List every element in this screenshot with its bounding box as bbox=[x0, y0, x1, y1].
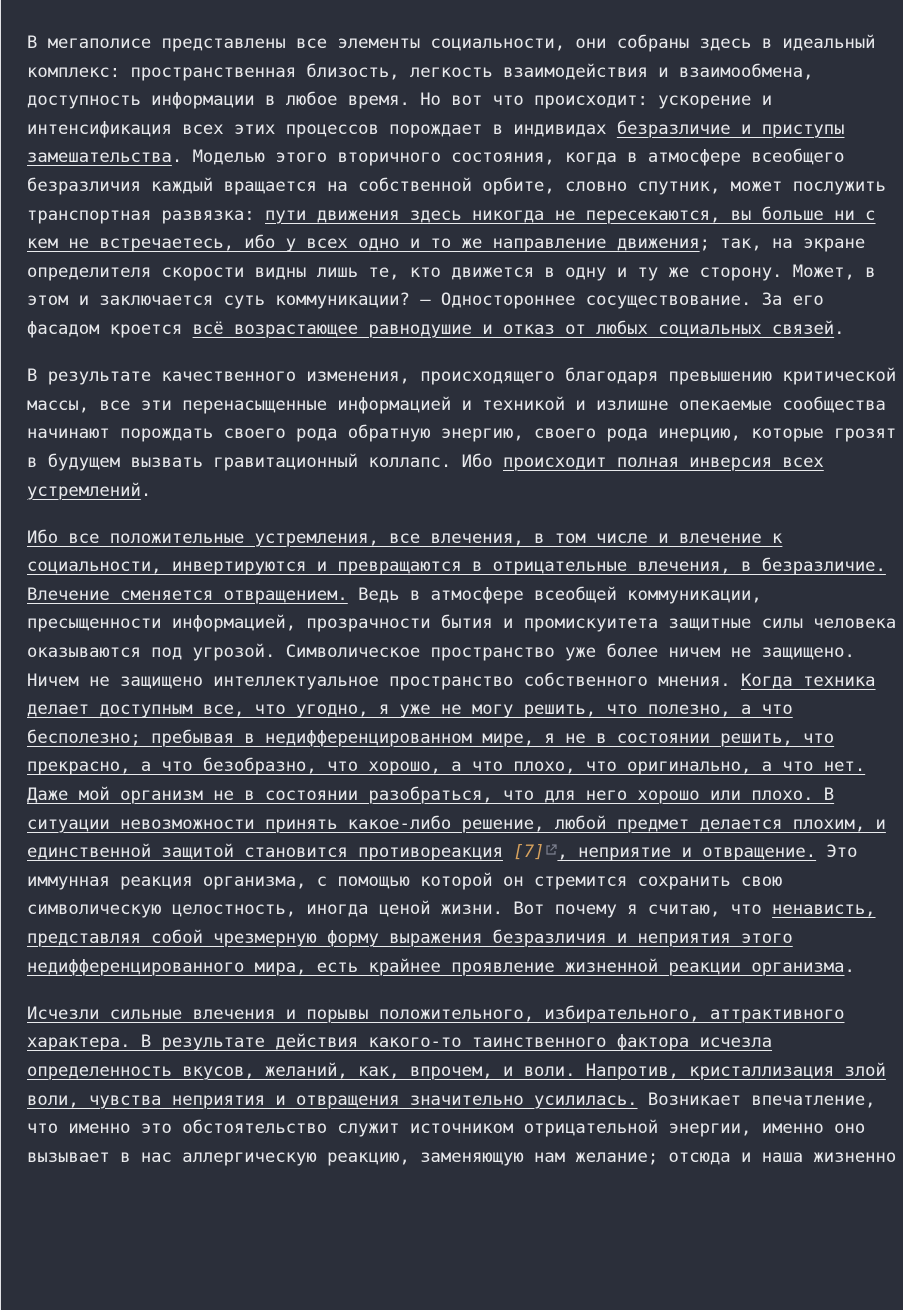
underlined-text: , неприятие и отвращение. bbox=[557, 842, 817, 863]
body-text: В мегаполисе представлены все элементы социальности, они собраны здесь в идеальный комплекс: пространственная близость, легкость взаимодействия и взаимообмена, доступность информации в любое время. Но вот что происходит: ускорение и интенсификация всех этих процессов порождает в индивидах bbox=[27, 33, 876, 139]
cut-off-text-line bbox=[27, 0, 903, 4]
body-text: . bbox=[834, 318, 845, 339]
body-text: Это иммунная реакция организма, с помощью которой он стремится сохранить свою символическую целостность, иногда ценой жизни. Вот почему я считаю, что bbox=[27, 842, 858, 920]
body-text: ; так, на экране определителя скорости видны лишь те, кто движется в одну и ту же сторону. Может, в этом и заключается суть коммуникации? — Одностороннее сосуществование. За его фасадом кроется bbox=[27, 233, 876, 339]
underlined-text: происходит полная инверсия всех устремлений bbox=[27, 451, 824, 501]
underlined-text: безразличие и приступы замешательства bbox=[27, 118, 845, 168]
footnote-link[interactable] bbox=[513, 842, 557, 862]
underlined-text: всё возрастающее равнодушие и отказ от любых социальных связей bbox=[192, 318, 835, 339]
body-text: Ведь в атмосфере всеобщей коммуникации, пресыщенности информацией, прозрачности бытия и промискуитета защитные силы человека оказываются под угрозой. Символическое пространство уже более ничем не защищено. Ничем не защищено интеллектуальное пространство собственного мнения. bbox=[27, 584, 897, 691]
external-link-icon bbox=[545, 844, 557, 856]
article-body bbox=[27, 29, 899, 1190]
body-text: . bbox=[140, 480, 152, 501]
underlined-text: ненависть, представляя собой чрезмерную форму выражения безразличия и неприятия этого недифференцированного мира, есть крайнее проявление жизненной реакции организма bbox=[27, 899, 876, 977]
footnote-label: [7] bbox=[513, 842, 545, 863]
underlined-text: Когда техника делает доступным все, что угодно, я уже не могу решить, что полезно, а что бесполезно; пребывая в недифференцированном мире, я не в состоянии решить, что прекрасно, а что безобразно, что хорошо, а что плохо, что оригинально, а что нет. Даже мой организм не в состоянии разобраться, что для него хорошо или плохо. В ситуации невозможности принять какое-либо решение, любой предмет делается плохим, и единственной защитой становится противореакция bbox=[27, 670, 886, 863]
underlined-text: Исчезли сильные влечения и порывы положительного, избирательного, аттрактивного характера. В результате действия какого-то таинственного фактора исчезла определенность вкусов, желаний, как, впрочем, и воли. Напротив, кристаллизация злой воли, чувства неприятия и отвращения значительно усилилась. bbox=[27, 1003, 886, 1110]
body-text: Возникает впечатление, что именно это обстоятельство служит источником отрицательной энергии, именно оно вызывает в нас аллергическую реакцию, заменяющую нам желание; отсюда и наша жизненно bbox=[27, 1089, 897, 1167]
underlined-text: Влечение сменяется отвращением. bbox=[27, 584, 348, 605]
underlined-text: пути движения здесь никогда не пересекаются, вы больше ни с кем не встречаетесь, ибо у всех одно и то же направление движения bbox=[27, 204, 876, 254]
paragraph bbox=[27, 1000, 899, 1172]
body-text: В результате качественного изменения, происходящего благодаря превышению критической массы, все эти перенасыщенные информацией и техникой и излишне опекаемые сообщества начинают порождать своего рода обратную энергию, своего рода инерцию, которые грозят в будущем вызвать гравитационный коллапс. Ибо bbox=[27, 366, 897, 472]
paragraph bbox=[27, 362, 899, 505]
paragraph bbox=[27, 29, 899, 344]
body-text bbox=[503, 842, 513, 862]
body-text: . Моделью этого вторичного состояния, когда в атмосфере всеобщего безразличия каждый вращается на собственной орбите, словно спутник, может послужить транспортная развязка: bbox=[27, 147, 886, 225]
paragraph bbox=[27, 524, 899, 982]
underlined-text: Ибо все положительные устремления, все влечения, в том числе и влечение к социальности, инвертируются и превращаются в отрицательные влечения, в безразличие. bbox=[27, 527, 886, 577]
body-text: . bbox=[844, 956, 855, 977]
